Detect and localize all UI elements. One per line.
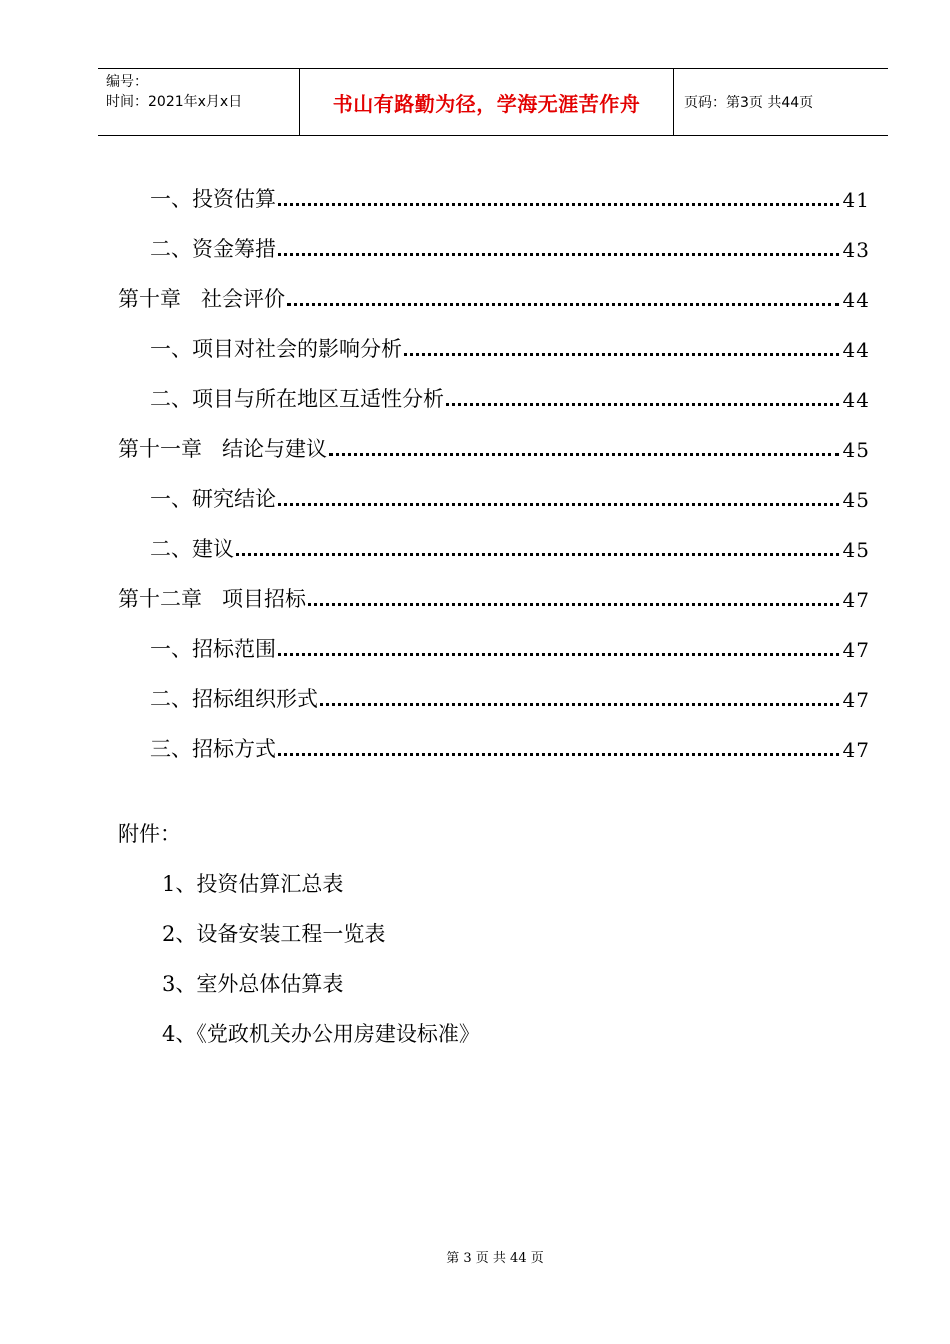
- toc-entry[interactable]: [150, 310, 870, 360]
- toc-entry-page: 47: [842, 638, 870, 662]
- toc-entry-label: 第十二章 项目招标: [118, 587, 307, 611]
- toc-entry[interactable]: [150, 660, 870, 710]
- toc-entry-page: 45: [842, 538, 870, 562]
- page-header: [98, 68, 888, 136]
- toc-entry-page: 44: [842, 388, 870, 412]
- toc-entry-label: 三、招标方式: [150, 737, 276, 761]
- toc-entry[interactable]: [150, 360, 870, 410]
- toc-leader-dots: [278, 503, 839, 506]
- toc-entry-label: 一、项目对社会的影响分析: [150, 337, 402, 361]
- attachment-item: 4、《党政机关办公用房建设标准》: [162, 1022, 480, 1046]
- toc-leader-dots: [278, 203, 839, 206]
- toc-entry[interactable]: [118, 260, 870, 310]
- toc-entry-page: 47: [842, 688, 870, 712]
- toc-leader-dots: [287, 303, 839, 306]
- toc-entry-page: 44: [842, 288, 870, 312]
- attachment-item: 2、设备安装工程一览表: [162, 922, 386, 946]
- number-label: 编号：: [106, 74, 148, 90]
- toc-entry-page: 47: [842, 738, 870, 762]
- header-page-info: 页码：第3页 共44页: [684, 95, 814, 111]
- toc-entry[interactable]: [118, 410, 870, 460]
- toc-entry-label: 二、建议: [150, 537, 234, 561]
- toc-leader-dots: [308, 603, 839, 606]
- toc-entry-page: 44: [842, 338, 870, 362]
- toc-entry-page: 45: [842, 488, 870, 512]
- attachments-title: 附件：: [118, 822, 181, 846]
- toc-entry-label: 二、招标组织形式: [150, 687, 318, 711]
- toc-entry[interactable]: [150, 610, 870, 660]
- toc-entry[interactable]: [150, 710, 870, 760]
- toc-leader-dots: [236, 553, 839, 556]
- attachment-item: 3、室外总体估算表: [162, 972, 344, 996]
- toc-leader-dots: [320, 703, 839, 706]
- header-motto: 书山有路勤为径，学海无涯苦作舟: [300, 69, 674, 135]
- toc-entry[interactable]: [150, 210, 870, 260]
- toc-leader-dots: [446, 403, 839, 406]
- toc-entry-label: 一、研究结论: [150, 487, 276, 511]
- toc-entry-label: 第十一章 结论与建议: [118, 437, 328, 461]
- toc-entry-label: 二、资金筹措: [150, 237, 276, 261]
- toc-leader-dots: [278, 253, 839, 256]
- toc-leader-dots: [329, 453, 839, 456]
- toc-entry-page: 41: [842, 188, 870, 212]
- toc-entry[interactable]: [150, 460, 870, 510]
- toc-entry[interactable]: [118, 560, 870, 610]
- toc-entry[interactable]: [150, 510, 870, 560]
- toc-entry-label: 第十章 社会评价: [118, 287, 286, 311]
- attachment-item: 1、投资估算汇总表: [162, 872, 344, 896]
- toc-entry-page: 45: [842, 438, 870, 462]
- page-footer: 第 3 页 共 44 页: [446, 1251, 544, 1266]
- toc-leader-dots: [278, 653, 839, 656]
- toc-entry-label: 一、投资估算: [150, 187, 276, 211]
- toc-entry[interactable]: [150, 160, 870, 210]
- toc-entry-page: 43: [842, 238, 870, 262]
- toc-leader-dots: [278, 753, 839, 756]
- time-label: 时间：2021年x月x日: [106, 94, 243, 110]
- header-meta: [98, 69, 300, 135]
- toc-leader-dots: [404, 353, 839, 356]
- toc-entry-label: 一、招标范围: [150, 637, 276, 661]
- toc-entry-label: 二、项目与所在地区互适性分析: [150, 387, 444, 411]
- toc-entry-page: 47: [842, 588, 870, 612]
